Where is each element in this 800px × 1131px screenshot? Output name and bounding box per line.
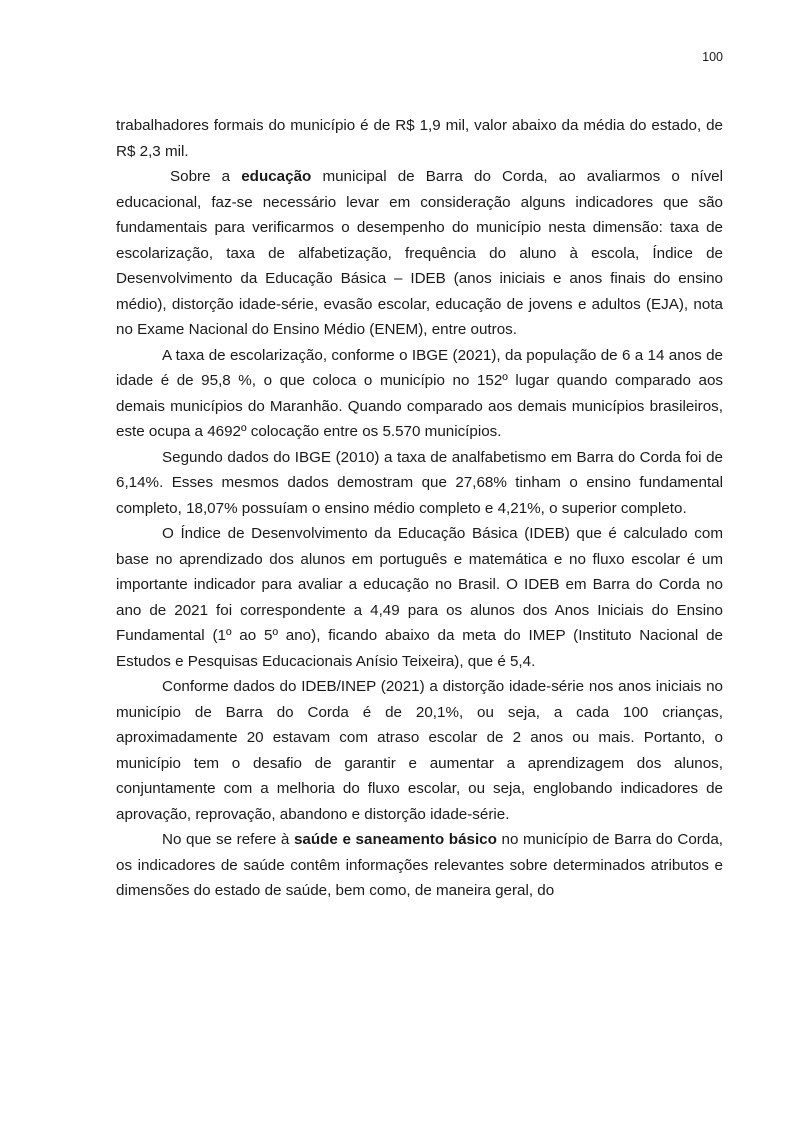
document-body <box>116 113 723 904</box>
paragraph-text: no município de Barra do Corda, os indicadores de saúde contêm informações relevantes sobre determinados atributos e dimensões do estado de saúde, bem como, de maneira geral, do <box>116 831 723 899</box>
paragraph-health-sanitation <box>116 827 723 904</box>
paragraph-text: No que se refere à <box>162 831 294 848</box>
paragraph-continuation <box>116 113 723 164</box>
page-number: 100 <box>702 50 723 64</box>
paragraph-schooling-rate <box>116 343 723 445</box>
paragraph-text: Sobre a <box>170 168 242 185</box>
paragraph-education-intro <box>116 164 723 343</box>
bold-term-education: educação <box>241 168 312 185</box>
paragraph-text: A taxa de escolarização, conforme o IBGE (2021), da população de 6 a 14 anos de idade é de 95,8 %, o que coloca o município no 152º lugar quando comparado aos demais municípios do Maranhão. Quando comparado aos demais municípios brasileiros, este ocupa a 4692º colocação entre os 5.570 municípios. <box>116 346 723 440</box>
paragraph-text: O Índice de Desenvolvimento da Educação Básica (IDEB) que é calculado com base no aprendizado dos alunos em português e matemática e no fluxo escolar é um importante indicador para avaliar a educação no Brasil. O IDEB em Barra do Corda no ano de 2021 foi correspondente a 4,49 para os alunos dos Anos Iniciais do Ensino Fundamental (1º ao 5º ano), ficando abaixo da meta do IMEP (Instituto Nacional de Estudos e Pesquisas Educacionais Anísio Teixeira), que é 5,4. <box>116 525 723 670</box>
bold-term-health-sanitation: saúde e saneamento básico <box>293 831 497 848</box>
paragraph-text: Conforme dados do IDEB/INEP (2021) a distorção idade-série nos anos iniciais no município de Barra do Corda é de 20,1%, ou seja, a cada 100 crianças, aproximadamente 20 estavam com atraso escolar de 2 anos ou mais. Portanto, o município tem o desafio de garantir e aumentar a aprendizagem dos alunos, conjuntamente com a melhoria do fluxo escolar, ou seja, englobando indicadores de aprovação, reprovação, abandono e distorção idade-série. <box>116 678 723 823</box>
paragraph-illiteracy <box>116 445 723 522</box>
paragraph-text: trabalhadores formais do município é de R$ 1,9 mil, valor abaixo da média do estado, de R$ 2,3 mil. <box>116 117 723 160</box>
paragraph-age-grade-distortion <box>116 674 723 827</box>
paragraph-text: municipal de Barra do Corda, ao avaliarmos o nível educacional, faz-se necessário levar em consideração alguns indicadores que são fundamentais para verificarmos o desempenho do município nesta dimensão: taxa de escolarização, taxa de alfabetização, frequência do aluno à escola, Índice de Desenvolvimento da Educação Básica – IDEB (anos iniciais e anos finais do ensino médio), distorção idade-série, evasão escolar, educação de jovens e adultos (EJA), nota no Exame Nacional do Ensino Médio (ENEM), entre outros. <box>116 168 723 338</box>
paragraph-text: Segundo dados do IBGE (2010) a taxa de analfabetismo em Barra do Corda foi de 6,14%. Esses mesmos dados demostram que 27,68% tinham o ensino fundamental completo, 18,07% possuíam o ensino médio completo e 4,21%, o superior completo. <box>116 448 723 517</box>
paragraph-ideb <box>116 521 723 674</box>
